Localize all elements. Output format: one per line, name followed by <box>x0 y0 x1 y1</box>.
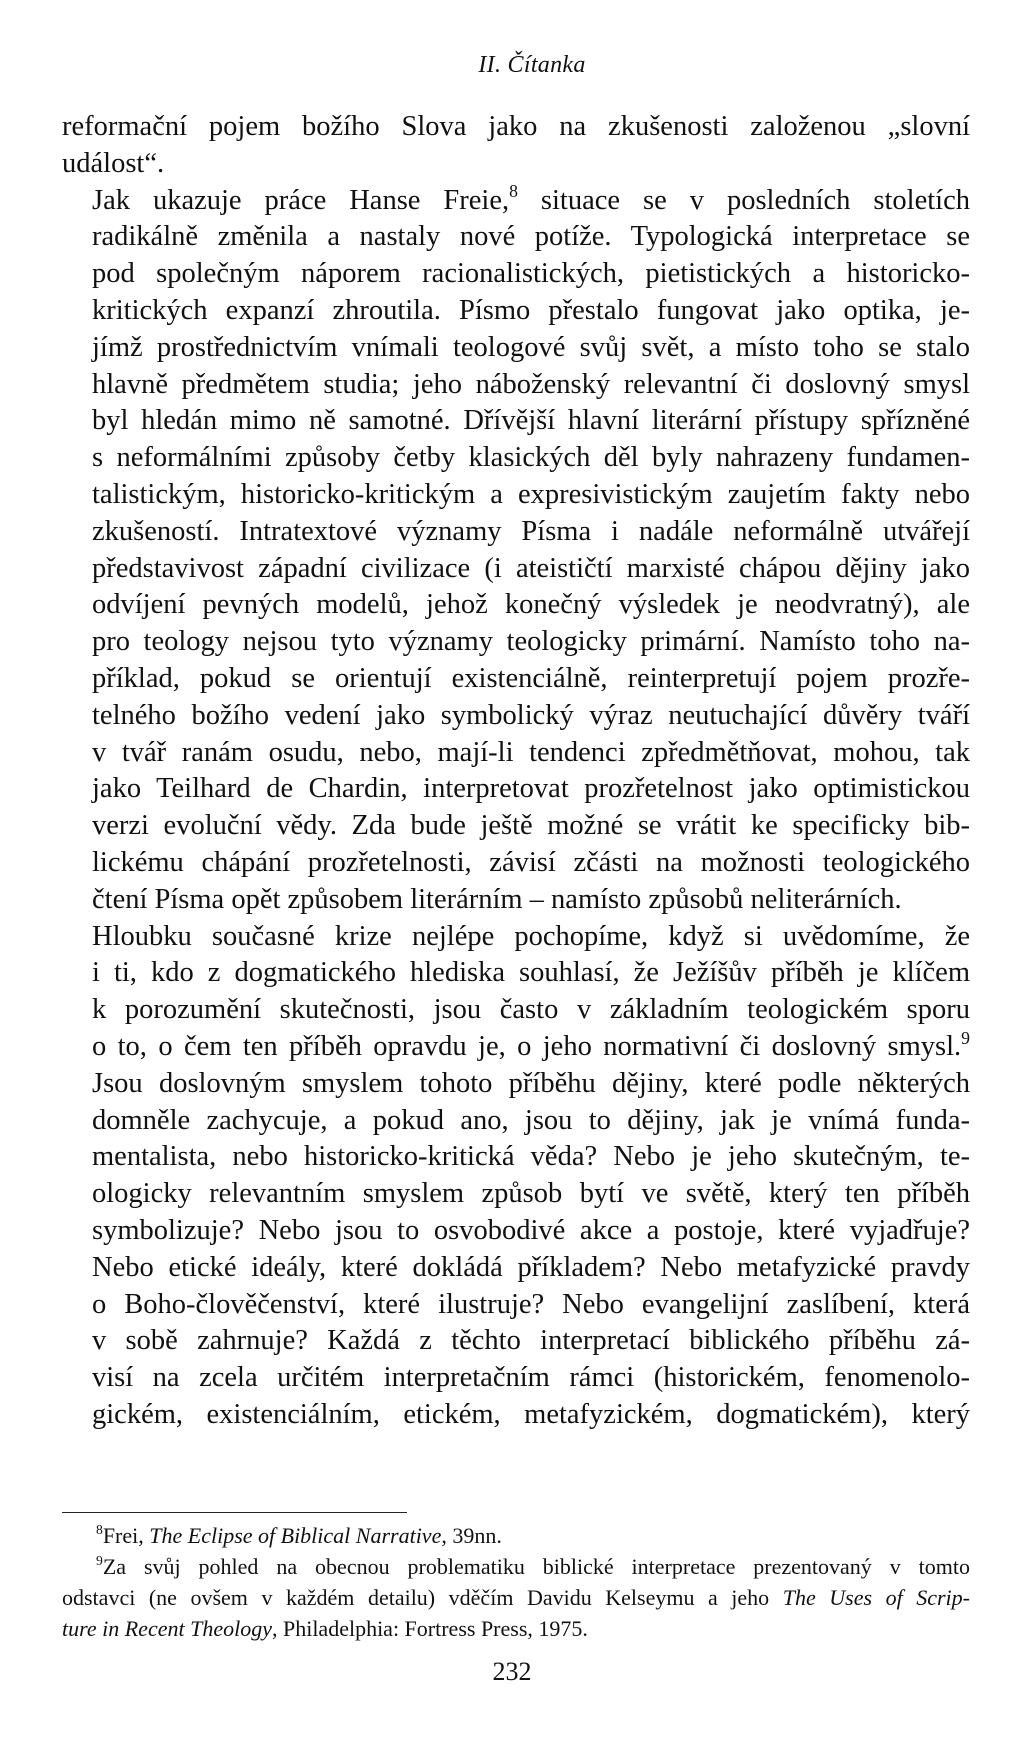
text-line: Hloubku současné krize nejlépe pochopíme, když si uvědomíme, že <box>92 920 970 952</box>
footnote-rest: , 39nn. <box>441 1523 502 1548</box>
text-line: v tvář ranám osudu, nebo, mají-li tendenci zpředmětňovat, mohou, tak <box>92 736 970 768</box>
footnote-line <box>62 1613 970 1644</box>
footnote-text: odstavci (ne ovšem v každém detailu) vděčím Davidu Kelseymu a jeho <box>62 1585 783 1610</box>
footnote-mark: 8 <box>96 1522 103 1537</box>
footnotes <box>62 1520 970 1644</box>
text-line: visí na zcela určitém interpretačním rámci (historickém, fenomenolo- <box>92 1362 970 1394</box>
text-line: jako Teilhard de Chardin, interpretovat prozřetelnost jako optimistickou <box>92 773 970 805</box>
text-line: čtení Písma opět způsobem literárním – namísto způsobů neliterárních. <box>92 883 902 915</box>
text-line <box>62 1029 970 1066</box>
text-line: v sobě zahrnuje? Každá z těchto interpretací biblického příběhu zá- <box>92 1325 970 1357</box>
text-line: symbolizuje? Nebo jsou to osvobodivé akce a postoje, které vyjadřuje? <box>92 1214 970 1246</box>
text-line: hlavně předmětem studia; jeho náboženský relevantní či doslovný smysl <box>92 368 970 400</box>
footnote-9 <box>62 1551 970 1644</box>
text-line: byl hledán mimo ně samotné. Dřívější hlavní literární přístupy spřízněné <box>92 405 970 437</box>
paragraph-2 <box>62 183 970 919</box>
text-line: gickém, existenciálním, etickém, metafyzickém, dogmatickém), který <box>92 1398 970 1430</box>
text-line: příklad, pokud se orientují existenciálně, reinterpretují pojem prozře- <box>92 662 970 694</box>
text-line: talistickým, historicko-kritickým a expresivistickým zaujetím fakty nebo <box>92 478 970 510</box>
footnote-mark: 9 <box>96 1553 103 1568</box>
footnote-author: Frei, <box>102 1523 150 1548</box>
text-line: s neformálními způsoby četby klasických děl byly nahrazeny fundamen- <box>92 442 970 474</box>
text-line: telného božího vedení jako symbolický výraz neutuchající důvěry tváří <box>92 699 970 731</box>
footnote-title: The Uses of Scrip- <box>782 1585 971 1610</box>
footnote-text: Za svůj pohled na obecnou problematiku biblické interpretace prezentovaný v tomto <box>102 1554 970 1579</box>
text-line: i ti, kdo z dogmatického hlediska souhlasí, že Ježíšův příběh je klíčem <box>92 957 970 989</box>
text-line: zkušeností. Intratextové významy Písma i nadále neformálně utvářejí <box>92 515 970 547</box>
footnote-rest: , Philadelphia: Fortress Press, 1975. <box>271 1616 588 1641</box>
footnote-title: ture in Recent Theology <box>62 1616 272 1641</box>
text-line: reformační pojem božího Slova jako na zkušenosti založenou „slovní <box>62 111 970 142</box>
text-segment: situace se v posledních stoletích <box>517 184 970 216</box>
text-line: k porozumění skutečnosti, jsou často v základním teologickém sporu <box>92 994 970 1026</box>
paragraph-3 <box>62 919 970 1434</box>
text-line: radikálně změnila a nastaly nové potíže. Typologická interpretace se <box>92 221 970 253</box>
text-line: představivost západní civilizace (i ateističtí marxisté chápou dějiny jako <box>92 552 970 584</box>
text-line: odvíjení pevných modelů, jehož konečný výsledek je neodvratný), ale <box>92 589 970 621</box>
text-line: Nebo etické ideály, které dokládá příkladem? Nebo metafyzické pravdy <box>92 1251 970 1283</box>
footnote-8 <box>62 1520 970 1551</box>
text-line <box>62 183 970 220</box>
text-line: lickému chápání prozřetelnosti, závisí zčásti na možnosti teologického <box>92 846 970 878</box>
text-line: ologicky relevantním smyslem způsob bytí ve světě, který ten příběh <box>92 1178 970 1210</box>
text-line: pro teology nejsou tyto významy teologicky primární. Namísto toho na- <box>92 626 970 658</box>
footnote-ref-8[interactable]: 8 <box>509 181 518 202</box>
footnote-ref-9[interactable]: 9 <box>961 1027 970 1048</box>
text-line: jímž prostřednictvím vnímali teologové svůj svět, a místo toho se stalo <box>92 331 970 363</box>
text-line: událost“. <box>62 147 165 179</box>
footnote-divider <box>62 1512 407 1513</box>
text-line: domněle zachycuje, a pokud ano, jsou to dějiny, jak je vnímá funda- <box>92 1104 970 1136</box>
page-number: 232 <box>492 1657 532 1686</box>
text-line: pod společným náporem racionalistických, pietistických a historicko- <box>92 258 970 290</box>
text-segment: Jak ukazuje práce Hanse Freie, <box>92 184 510 216</box>
text-line: o Boho-člověčenství, které ilustruje? Nebo evangelijní zaslíbení, která <box>92 1288 970 1320</box>
text-line: verzi evoluční vědy. Zda bude ještě možné se vrátit ke specificky bib- <box>92 810 970 842</box>
footnote-title: The Eclipse of Biblical Narrative <box>149 1523 442 1548</box>
body-text <box>62 109 970 1434</box>
footnote-line <box>62 1551 970 1582</box>
text-line: mentalista, nebo historicko-kritická věda? Nebo je jeho skutečným, te- <box>92 1141 970 1173</box>
text-segment: o to, o čem ten příběh opravdu je, o jeho normativní či doslovný smysl. <box>92 1030 962 1062</box>
footnote-line <box>62 1582 970 1613</box>
text-line: kritických expanzí zhroutila. Písmo přestalo fungovat jako optika, je- <box>92 294 970 326</box>
paragraph-1 <box>62 109 970 183</box>
text-line: Jsou doslovným smyslem tohoto příběhu dějiny, které podle některých <box>92 1067 970 1099</box>
running-head: II. Čítanka <box>478 52 586 78</box>
